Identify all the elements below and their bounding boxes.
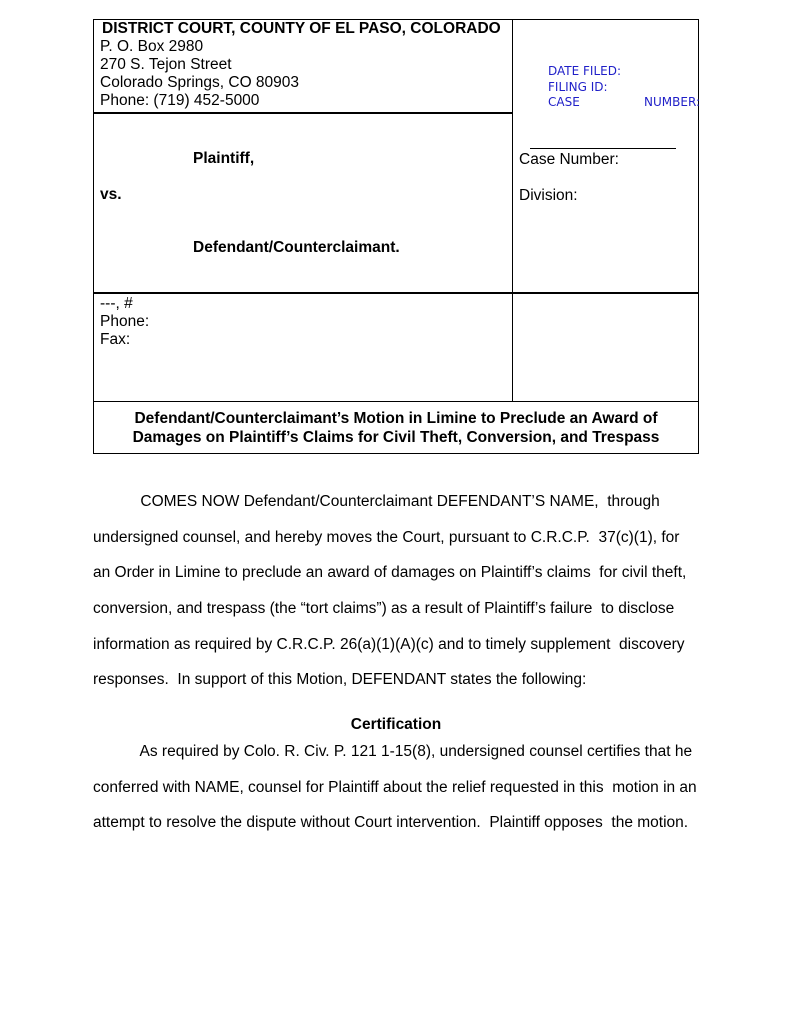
filing-id-label: FILING ID: <box>548 79 608 94</box>
body-line: conferred with NAME, counsel for Plaintiff about the relief requested in this motion in an <box>93 779 697 796</box>
attorney-block <box>100 295 149 349</box>
division-label: Division: <box>519 187 578 204</box>
court-street: 270 S. Tejon Street <box>100 56 232 73</box>
motion-title-line-2: Damages on Plaintiff’s Claims for Civil Theft, Conversion, and Trespass <box>132 428 660 446</box>
court-phone: Phone: (719) 452-5000 <box>100 92 260 109</box>
court-block <box>100 20 501 110</box>
attorney-line: ---, # <box>100 295 133 312</box>
column-divider <box>512 20 513 402</box>
versus-label: vs. <box>100 186 122 203</box>
motion-title <box>94 410 698 447</box>
filing-stamp <box>548 64 700 111</box>
plaintiff-label: Plaintiff, <box>193 150 255 167</box>
body-line: As required by Colo. R. Civ. P. 121 1-15(8), undersigned counsel certifies that he <box>93 743 693 760</box>
body-line: an Order in Limine to preclude an award of damages on Plaintiff’s claims for civil theft, <box>93 564 687 581</box>
court-po-box: P. O. Box 2980 <box>100 38 204 55</box>
motion-title-line-1: Defendant/Counterclaimant’s Motion in Limine to Preclude an Award of <box>134 410 658 427</box>
defendant-label: Defendant/Counterclaimant. <box>193 239 400 256</box>
body-line: information as required by C.R.C.P. 26(a)(1)(A)(c) and to timely supplement discovery <box>93 636 685 653</box>
body-line: attempt to resolve the dispute without Court intervention. Plaintiff opposes the motion. <box>93 814 689 831</box>
row-divider-court <box>94 112 512 114</box>
certification-heading: Certification <box>350 716 442 733</box>
row-divider-parties <box>94 292 698 294</box>
court-use-rule <box>530 148 676 149</box>
caption-table <box>93 19 699 454</box>
number-label: NUMBER: <box>644 95 700 109</box>
attorney-phone: Phone: <box>100 313 150 330</box>
case-number-label: Case Number: <box>519 151 619 168</box>
case-label: CASE <box>548 95 580 109</box>
body-line: COMES NOW Defendant/Counterclaimant DEFENDANT’S NAME, through <box>93 493 660 510</box>
attorney-fax: Fax: <box>100 331 131 348</box>
court-city: Colorado Springs, CO 80903 <box>100 74 300 91</box>
body-line: undersigned counsel, and hereby moves the Court, pursuant to C.R.C.P. 37(c)(1), for <box>93 529 680 546</box>
date-filed-label: DATE FILED: <box>548 64 622 78</box>
body-line: responses. In support of this Motion, DEFENDANT states the following: <box>93 671 587 688</box>
body-line: conversion, and trespass (the “tort claims”) as a result of Plaintiff’s failure to disclose <box>93 600 675 617</box>
court-name: DISTRICT COURT, COUNTY OF EL PASO, COLORADO <box>102 20 501 37</box>
row-divider-attorney <box>94 401 698 402</box>
case-number-stamp <box>548 95 700 111</box>
